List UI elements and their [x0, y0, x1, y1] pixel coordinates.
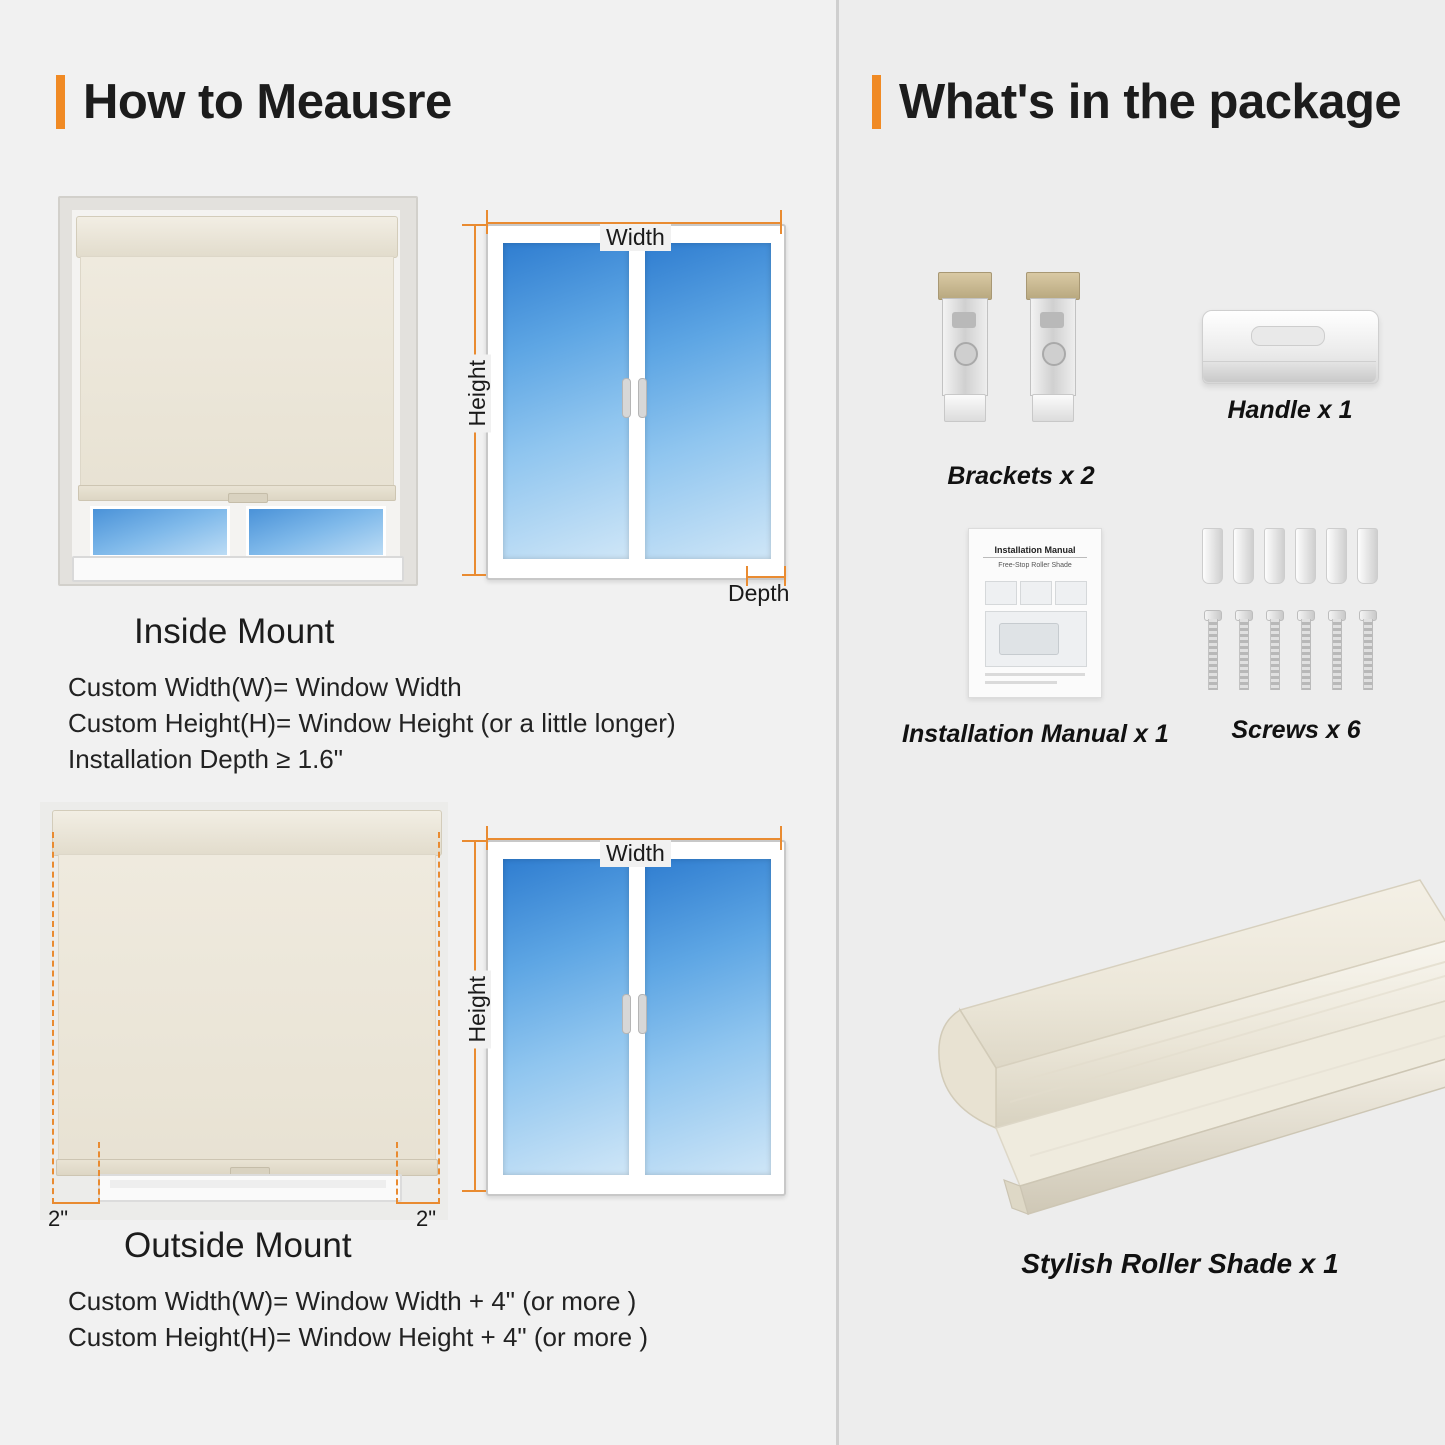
shade-pull-grip	[228, 493, 268, 503]
height-measure-cap-bottom	[462, 574, 486, 576]
handle-label: Handle x 1	[1227, 396, 1353, 424]
inside-mount-window-diagram	[462, 206, 807, 606]
width-label: Width	[600, 224, 671, 251]
screw-6	[1359, 610, 1375, 690]
handle-slot	[1251, 326, 1325, 346]
width-measure-cap-left	[486, 210, 488, 234]
height-measure-cap-top-outside	[462, 840, 486, 842]
brackets-group	[930, 272, 1110, 432]
window-right-edge-guide	[396, 1142, 398, 1204]
accent-bar	[56, 75, 65, 129]
window-sill-shadow	[110, 1180, 386, 1188]
width-measure-cap-right	[780, 210, 782, 234]
window-sill	[72, 556, 404, 582]
width-label-outside: Width	[600, 840, 671, 867]
screw-3	[1266, 610, 1282, 690]
window-handle-left	[622, 378, 631, 418]
right-panel-heading	[872, 74, 1401, 130]
screws-group	[1202, 528, 1382, 692]
outside-mount-window-diagram	[462, 822, 807, 1212]
inside-mount-line-2: Custom Height(H)= Window Height (or a little longer)	[68, 708, 676, 738]
bracket-icon-2	[1026, 272, 1078, 422]
screw-1	[1204, 610, 1220, 690]
manual-thumb-3	[1055, 581, 1087, 605]
roller-shade-label: Stylish Roller Shade x 1	[1021, 1248, 1339, 1279]
manual-thumb-1	[985, 581, 1017, 605]
handle-base	[1203, 361, 1376, 382]
manual-line-1	[985, 673, 1085, 676]
window-handle-right-outside	[638, 994, 647, 1034]
screw-2	[1235, 610, 1251, 690]
brackets-label: Brackets x 2	[947, 462, 1095, 490]
wall-anchor-6	[1357, 528, 1378, 584]
manual-cover-title: Installation Manual	[983, 545, 1087, 558]
window-glass-right	[246, 506, 386, 558]
accent-bar-right	[872, 75, 881, 129]
shade-fabric-outside	[58, 854, 436, 1162]
wall-anchor-4	[1295, 528, 1316, 584]
shade-headrail	[76, 216, 398, 258]
handle-icon	[1202, 310, 1379, 384]
height-label: Height	[464, 354, 491, 432]
left-extent-guide	[52, 832, 54, 1204]
window-sill-outside	[98, 1174, 402, 1202]
manual-label: Installation Manual x 1	[902, 720, 1169, 748]
window-pane-left	[500, 240, 632, 562]
bracket-icon-1	[938, 272, 990, 422]
right-offset-line	[396, 1202, 438, 1204]
window-handle-right	[638, 378, 647, 418]
left-offset-label: 2"	[48, 1206, 69, 1231]
outside-mount-line-1: Custom Width(W)= Window Width + 4" (or more )	[68, 1286, 637, 1316]
width-measure-cap-right-outside	[780, 826, 782, 850]
manual-diagram-shape	[999, 623, 1059, 655]
outside-mount-line-2: Custom Height(H)= Window Height + 4" (or more )	[68, 1322, 648, 1352]
wall-anchor-2	[1233, 528, 1254, 584]
left-heading-text: How to Meausre	[83, 75, 452, 129]
height-label-outside: Height	[464, 970, 491, 1048]
screw-4	[1297, 610, 1313, 690]
panel-divider	[836, 0, 839, 1445]
roller-shade-product	[900, 870, 1445, 1270]
roller-shade-illustration	[900, 870, 1445, 1270]
manual-cover-subtitle: Free-Stop Roller Shade	[998, 562, 1072, 569]
window-pane-left-outside	[500, 856, 632, 1178]
width-measure-cap-left-outside	[486, 826, 488, 850]
left-offset-line	[52, 1202, 98, 1204]
inside-mount-line-1: Custom Width(W)= Window Width	[68, 672, 462, 702]
left-panel-heading	[56, 74, 452, 130]
height-measure-cap-top	[462, 224, 486, 226]
depth-measure-line	[746, 576, 786, 578]
manual-thumb-2	[1020, 581, 1052, 605]
wall-anchor-3	[1264, 528, 1285, 584]
inside-mount-line-3: Installation Depth ≥ 1.6"	[68, 744, 343, 774]
window-pane-right	[642, 240, 774, 562]
right-extent-guide	[438, 832, 440, 1204]
window-glass-left	[90, 506, 230, 558]
outside-mount-title: Outside Mount	[124, 1226, 352, 1265]
shade-fabric	[80, 256, 394, 488]
shade-headrail-outside	[52, 810, 442, 856]
right-offset-label: 2"	[416, 1206, 437, 1231]
right-heading-text: What's in the package	[899, 75, 1402, 129]
screws-label: Screws x 6	[1231, 716, 1361, 744]
depth-label: Depth	[728, 580, 790, 606]
window-left-edge-guide	[98, 1142, 100, 1204]
inside-mount-shade-illustration	[58, 196, 418, 586]
wall-anchor-1	[1202, 528, 1223, 584]
installation-manual-icon	[968, 528, 1102, 698]
outside-mount-shade-illustration	[40, 802, 450, 1231]
window-handle-left-outside	[622, 994, 631, 1034]
height-measure-cap-bottom-outside	[462, 1190, 486, 1192]
manual-line-2	[985, 681, 1057, 684]
inside-mount-title: Inside Mount	[134, 612, 335, 651]
wall-anchor-5	[1326, 528, 1347, 584]
window-pane-right-outside	[642, 856, 774, 1178]
screw-5	[1328, 610, 1344, 690]
